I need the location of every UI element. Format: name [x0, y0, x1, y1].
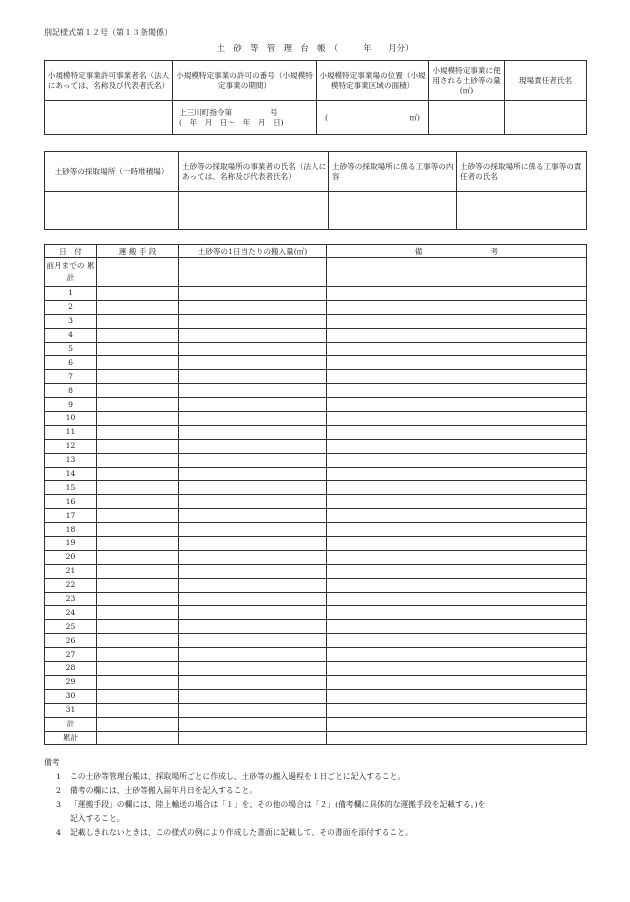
remarks-cell[interactable] [327, 523, 587, 537]
transport-cell[interactable] [97, 425, 179, 439]
day-row [45, 412, 587, 426]
remarks-cell[interactable] [327, 258, 587, 287]
remarks-cell[interactable] [327, 412, 587, 426]
day-row [45, 356, 587, 370]
remarks-cell[interactable] [327, 675, 587, 689]
day-row [45, 662, 587, 676]
remarks-cell[interactable] [327, 703, 587, 717]
day-label: 15 [45, 481, 97, 495]
transport-cell[interactable] [97, 370, 179, 384]
prev-month-label: 前月までの 累 計 [45, 258, 97, 287]
volume-cell[interactable] [179, 523, 327, 537]
volume-cell[interactable] [179, 606, 327, 620]
form-number: 別記様式第１２号（第１３条関係） [44, 28, 172, 37]
day-row [45, 370, 587, 384]
day-row [45, 287, 587, 301]
day-label: 5 [45, 342, 97, 356]
transport-cell[interactable] [97, 495, 179, 509]
volume-cell[interactable] [179, 314, 327, 328]
transport-cell[interactable] [97, 439, 179, 453]
permit-number-line: 上三川町指令第 号 [179, 107, 278, 117]
remarks-cell[interactable] [327, 634, 587, 648]
note-continuation: 記入すること。 [70, 814, 125, 823]
day-row [45, 481, 587, 495]
day-label: 2 [45, 300, 97, 314]
note-text: 備考の欄には、土砂等搬入届年月日を記入すること。 [70, 786, 258, 795]
day-row [45, 606, 587, 620]
note-item [44, 826, 604, 840]
volume-cell[interactable] [179, 717, 327, 731]
work-manager-header: 土砂等の採取場所に係る工事等の責任者の氏名 [457, 152, 587, 192]
volume-cell[interactable] [179, 356, 327, 370]
day-label: 24 [45, 606, 97, 620]
day-row [45, 467, 587, 481]
source-site-table [44, 151, 587, 230]
note-number: 3 [56, 800, 61, 809]
area-unit: ㎡) [409, 112, 420, 122]
day-row [45, 495, 587, 509]
day-row [45, 384, 587, 398]
day-row [45, 620, 587, 634]
remarks-cell[interactable] [327, 731, 587, 745]
transport-cell[interactable] [97, 675, 179, 689]
day-row [45, 342, 587, 356]
daily-ledger-table [44, 244, 587, 745]
day-label: 8 [45, 384, 97, 398]
business-info-table [44, 60, 587, 135]
remarks-cell[interactable] [327, 509, 587, 523]
day-label: 16 [45, 495, 97, 509]
volume-cell[interactable] [179, 564, 327, 578]
day-row [45, 439, 587, 453]
remarks-cell[interactable] [327, 287, 587, 301]
remarks-cell[interactable] [327, 342, 587, 356]
transport-cell[interactable] [97, 453, 179, 467]
site-location-header: 小規模特定事業場の位置（小規模特定事業区域の面積） [317, 61, 429, 101]
transport-cell[interactable] [97, 398, 179, 412]
source-operator-cell[interactable] [179, 192, 329, 230]
note-item [44, 784, 604, 798]
soil-volume-cell[interactable] [429, 101, 505, 135]
volume-cell[interactable] [179, 662, 327, 676]
volume-cell[interactable] [179, 342, 327, 356]
volume-cell[interactable] [179, 258, 327, 287]
day-label: 12 [45, 439, 97, 453]
note-item [44, 798, 604, 812]
day-row [45, 328, 587, 342]
note-text: 「運搬手段」の欄には、陸上輸送の場合は「１」を、その他の場合は「２」(備考欄に具体的な運搬手段を記載する。)を [70, 800, 486, 809]
volume-cell[interactable] [179, 731, 327, 745]
cumulative-label: 累計 [45, 731, 97, 745]
note-number: 2 [56, 786, 61, 795]
transport-cell[interactable] [97, 258, 179, 287]
remarks-cell[interactable] [327, 453, 587, 467]
remarks-cell[interactable] [327, 550, 587, 564]
notes-heading: 備考 [44, 758, 60, 767]
day-label: 3 [45, 314, 97, 328]
day-label: 11 [45, 425, 97, 439]
remarks-cell[interactable] [327, 370, 587, 384]
business-name-cell[interactable] [45, 101, 173, 135]
site-manager-cell[interactable] [505, 101, 587, 135]
source-site-header: 土砂等の採取場所（一時堆積場） [45, 152, 179, 192]
volume-cell[interactable] [179, 578, 327, 592]
soil-volume-header: 小規模特定事業に使用される土砂等の量 (㎥) [429, 61, 505, 101]
day-row [45, 550, 587, 564]
remarks-cell[interactable] [327, 689, 587, 703]
area-open-paren: ( [325, 112, 328, 122]
source-site-cell[interactable] [45, 192, 179, 230]
day-label: 31 [45, 703, 97, 717]
transport-cell[interactable] [97, 287, 179, 301]
day-label: 10 [45, 412, 97, 426]
volume-cell[interactable] [179, 300, 327, 314]
transport-cell[interactable] [97, 384, 179, 398]
remarks-cell[interactable] [327, 578, 587, 592]
remarks-cell[interactable] [327, 648, 587, 662]
day-label: 29 [45, 675, 97, 689]
remarks-cell[interactable] [327, 592, 587, 606]
day-row [45, 648, 587, 662]
day-row [45, 537, 587, 551]
volume-cell[interactable] [179, 703, 327, 717]
transport-header: 運 搬 手 段 [97, 245, 179, 258]
transport-cell[interactable] [97, 467, 179, 481]
transport-cell[interactable] [97, 509, 179, 523]
remarks-cell[interactable] [327, 467, 587, 481]
day-label: 22 [45, 578, 97, 592]
transport-cell[interactable] [97, 731, 179, 745]
remarks-cell[interactable] [327, 564, 587, 578]
transport-cell[interactable] [97, 662, 179, 676]
site-manager-header: 現場責任者氏名 [505, 61, 587, 101]
day-label: 13 [45, 453, 97, 467]
volume-cell[interactable] [179, 453, 327, 467]
remarks-cell[interactable] [327, 606, 587, 620]
remarks-cell[interactable] [327, 620, 587, 634]
day-label: 25 [45, 620, 97, 634]
volume-cell[interactable] [179, 481, 327, 495]
day-label: 17 [45, 509, 97, 523]
permit-number-header: 小規模特定事業の許可の番号（小規模特定事業の期間） [173, 61, 317, 101]
remarks-cell[interactable] [327, 537, 587, 551]
day-label: 21 [45, 564, 97, 578]
transport-cell[interactable] [97, 620, 179, 634]
remarks-cell[interactable] [327, 425, 587, 439]
permit-period-line: ( 年 月 日～ 年 月 日) [179, 117, 284, 127]
date-header: 日 付 [45, 245, 97, 258]
volume-cell[interactable] [179, 550, 327, 564]
remarks-cell[interactable] [327, 481, 587, 495]
source-operator-header: 土砂等の採取場所の事業者の氏名（法人にあっては、名称及び代表者氏名） [179, 152, 329, 192]
remarks-cell[interactable] [327, 495, 587, 509]
volume-cell[interactable] [179, 425, 327, 439]
day-label: 26 [45, 634, 97, 648]
transport-cell[interactable] [97, 356, 179, 370]
volume-cell[interactable] [179, 328, 327, 342]
transport-cell[interactable] [97, 481, 179, 495]
day-row [45, 564, 587, 578]
transport-cell[interactable] [97, 328, 179, 342]
cumulative-row [45, 731, 587, 745]
transport-cell[interactable] [97, 314, 179, 328]
volume-cell[interactable] [179, 384, 327, 398]
work-manager-cell[interactable] [457, 192, 587, 230]
transport-cell[interactable] [97, 523, 179, 537]
remarks-header: 備 考 [327, 245, 587, 258]
work-content-header: 土砂等の採取場所に係る工事等の内容 [329, 152, 457, 192]
day-label: 19 [45, 537, 97, 551]
transport-cell[interactable] [97, 648, 179, 662]
volume-cell[interactable] [179, 648, 327, 662]
volume-cell[interactable] [179, 634, 327, 648]
site-area-cell[interactable] [317, 101, 429, 135]
day-label: 18 [45, 523, 97, 537]
volume-cell[interactable] [179, 398, 327, 412]
volume-cell[interactable] [179, 370, 327, 384]
daily-volume-header: 土砂等の1日当たりの搬入量(㎥) [179, 245, 327, 258]
day-label: 28 [45, 662, 97, 676]
remarks-cell[interactable] [327, 439, 587, 453]
day-label: 20 [45, 550, 97, 564]
note-text: 記載しきれないときは、この様式の例により作成した書面に記載して、その書面を添付すること。 [70, 828, 413, 837]
day-row [45, 398, 587, 412]
day-row [45, 578, 587, 592]
day-row [45, 523, 587, 537]
day-row [45, 675, 587, 689]
volume-cell[interactable] [179, 439, 327, 453]
day-row [45, 314, 587, 328]
notes-section [44, 756, 604, 840]
day-row [45, 592, 587, 606]
day-label: 6 [45, 356, 97, 370]
note-number: 4 [56, 828, 61, 837]
day-label: 9 [45, 398, 97, 412]
transport-cell[interactable] [97, 550, 179, 564]
remarks-cell[interactable] [327, 662, 587, 676]
transport-cell[interactable] [97, 342, 179, 356]
day-label: 4 [45, 328, 97, 342]
volume-cell[interactable] [179, 412, 327, 426]
day-row [45, 689, 587, 703]
remarks-cell[interactable] [327, 314, 587, 328]
day-label: 30 [45, 689, 97, 703]
remarks-cell[interactable] [327, 384, 587, 398]
transport-cell[interactable] [97, 412, 179, 426]
day-label: 7 [45, 370, 97, 384]
day-row [45, 425, 587, 439]
remarks-cell[interactable] [327, 717, 587, 731]
work-content-cell[interactable] [329, 192, 457, 230]
prev-month-row [45, 258, 587, 287]
volume-cell[interactable] [179, 675, 327, 689]
day-row [45, 300, 587, 314]
transport-cell[interactable] [97, 537, 179, 551]
day-label: 27 [45, 648, 97, 662]
day-row [45, 509, 587, 523]
transport-cell[interactable] [97, 703, 179, 717]
transport-cell[interactable] [97, 300, 179, 314]
transport-cell[interactable] [97, 606, 179, 620]
transport-cell[interactable] [97, 592, 179, 606]
remarks-cell[interactable] [327, 356, 587, 370]
note-number: 1 [56, 772, 61, 781]
volume-cell[interactable] [179, 509, 327, 523]
business-name-header: 小規模特定事業許可事業者名（法人にあっては、名称及び代表者氏名） [45, 61, 173, 101]
day-row [45, 703, 587, 717]
volume-cell[interactable] [179, 495, 327, 509]
volume-cell[interactable] [179, 620, 327, 634]
volume-cell[interactable] [179, 689, 327, 703]
total-label: 計 [45, 717, 97, 731]
transport-cell[interactable] [97, 578, 179, 592]
remarks-cell[interactable] [327, 398, 587, 412]
total-row [45, 717, 587, 731]
volume-cell[interactable] [179, 592, 327, 606]
day-label: 14 [45, 467, 97, 481]
volume-cell[interactable] [179, 467, 327, 481]
transport-cell[interactable] [97, 564, 179, 578]
day-row [45, 453, 587, 467]
day-row [45, 634, 587, 648]
permit-number-cell[interactable] [173, 101, 317, 135]
transport-cell[interactable] [97, 689, 179, 703]
page-title: 土 砂 等 管 理 台 帳 （ 年 月分） [216, 43, 414, 53]
note-item [44, 770, 604, 784]
transport-cell[interactable] [97, 634, 179, 648]
transport-cell[interactable] [97, 717, 179, 731]
volume-cell[interactable] [179, 287, 327, 301]
day-label: 1 [45, 287, 97, 301]
volume-cell[interactable] [179, 537, 327, 551]
remarks-cell[interactable] [327, 328, 587, 342]
day-label: 23 [45, 592, 97, 606]
note-text: この土砂等管理台帳は、採取場所ごとに作成し、土砂等の搬入過程を１日ごとに記入すること。 [70, 772, 406, 781]
remarks-cell[interactable] [327, 300, 587, 314]
